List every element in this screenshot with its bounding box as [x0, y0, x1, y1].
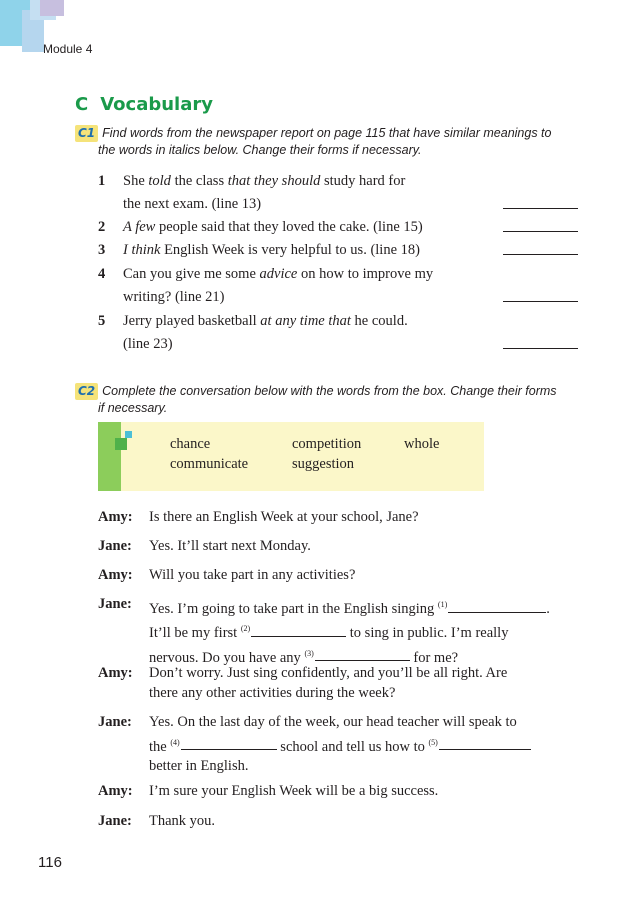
dialog-line [98, 566, 578, 586]
question-number: 2 [98, 219, 106, 235]
speaker-name: Jane: [98, 714, 132, 730]
word-box-decoration [125, 431, 132, 438]
question-text: She told the class that they should study hard for [123, 173, 406, 189]
dialog-text: Yes. On the last day of the week, our head teacher will speak to [149, 714, 517, 730]
speaker-name: Amy: [98, 509, 133, 525]
question-number: 4 [98, 266, 106, 282]
question-text: (line 23) [123, 336, 173, 352]
word-box-decoration [115, 438, 127, 450]
word-communicate: communicate [170, 456, 249, 472]
dialog-text: nervous. Do you have any $^{(3)}$ for me? [149, 648, 459, 666]
answer-blank[interactable] [503, 231, 578, 232]
question-text: writing? (line 21) [123, 289, 225, 305]
word-box [98, 422, 484, 491]
question-2 [98, 216, 578, 239]
question-text: A few people said that they loved the cake. (line 15) [123, 219, 423, 235]
speaker-name: Amy: [98, 665, 133, 681]
question-3 [98, 239, 578, 262]
corner-decoration [40, 0, 64, 16]
dialog-text: Don’t worry. Just sing confidently, and you’ll be all right. Are [149, 665, 508, 681]
dialog-text: Is there an English Week at your school, Jane? [149, 509, 419, 525]
answer-blank[interactable] [503, 208, 578, 209]
section-name: Vocabulary [100, 94, 213, 115]
dialog-text: Yes. It’ll start next Monday. [149, 538, 311, 554]
question-4 [98, 263, 578, 309]
dialog-text: better in English. [149, 757, 249, 774]
dialog-line [98, 537, 578, 557]
dialog-line [98, 713, 578, 776]
answer-blank[interactable] [503, 348, 578, 349]
dialog-line [98, 595, 578, 668]
dialog-line [98, 508, 578, 528]
dialog-text: the $^{(4)}$ school and tell us how to $^{(5)}$ [149, 733, 578, 757]
word-box-bar [98, 422, 121, 491]
c2-badge: C2 [75, 383, 98, 400]
question-number: 3 [98, 242, 106, 258]
c2-instruction-line2: if necessary. [98, 401, 168, 415]
speaker-name: Jane: [98, 538, 132, 554]
c2-instruction-line1: Complete the conversation below with the words from the box. Change their forms [102, 384, 557, 398]
dialog-text: Thank you. [149, 813, 216, 829]
c1-badge: C1 [75, 125, 98, 142]
answer-blank[interactable] [503, 301, 578, 302]
section-letter: C [75, 94, 89, 115]
word-competition: competition [292, 436, 362, 452]
word-suggestion: suggestion [292, 456, 355, 472]
question-text: I think English Week is very helpful to us. (line 18) [123, 242, 420, 258]
question-text: Can you give me some advice on how to improve my [123, 266, 434, 282]
question-text: Jerry played basketball at any time that he could. [123, 313, 408, 329]
question-5 [98, 310, 578, 356]
dialog-text: there any other activities during the week? [149, 684, 396, 701]
c2-instruction [75, 383, 585, 417]
section-title [75, 94, 213, 115]
dialog-text: I’m sure your English Week will be a big success. [149, 783, 439, 799]
c1-instruction-line1: Find words from the newspaper report on page 115 that have similar meanings to [102, 126, 552, 140]
page-number: 116 [38, 854, 62, 871]
word-whole: whole [404, 436, 440, 452]
dialog-line [98, 782, 578, 802]
speaker-name: Jane: [98, 813, 132, 829]
question-number: 1 [98, 173, 106, 189]
module-label: Module 4 [43, 42, 93, 56]
answer-blank[interactable] [503, 254, 578, 255]
word-chance: chance [170, 436, 211, 452]
dialog-text: Yes. I’m going to take part in the English singing $^{(1)}$ . [149, 600, 550, 617]
dialog-line [98, 812, 578, 832]
question-1 [98, 170, 578, 216]
dialog-text: Will you take part in any activities? [149, 567, 356, 583]
question-number: 5 [98, 313, 106, 329]
c1-instruction [75, 125, 585, 159]
question-text: the next exam. (line 13) [123, 196, 262, 212]
dialog-text: It’ll be my first $^{(2)}$ to sing in public. I’m really [149, 624, 509, 642]
speaker-name: Jane: [98, 596, 132, 612]
dialog-line [98, 664, 578, 703]
speaker-name: Amy: [98, 783, 133, 799]
c1-instruction-line2: the words in italics below. Change their forms if necessary. [98, 143, 422, 157]
speaker-name: Amy: [98, 567, 133, 583]
